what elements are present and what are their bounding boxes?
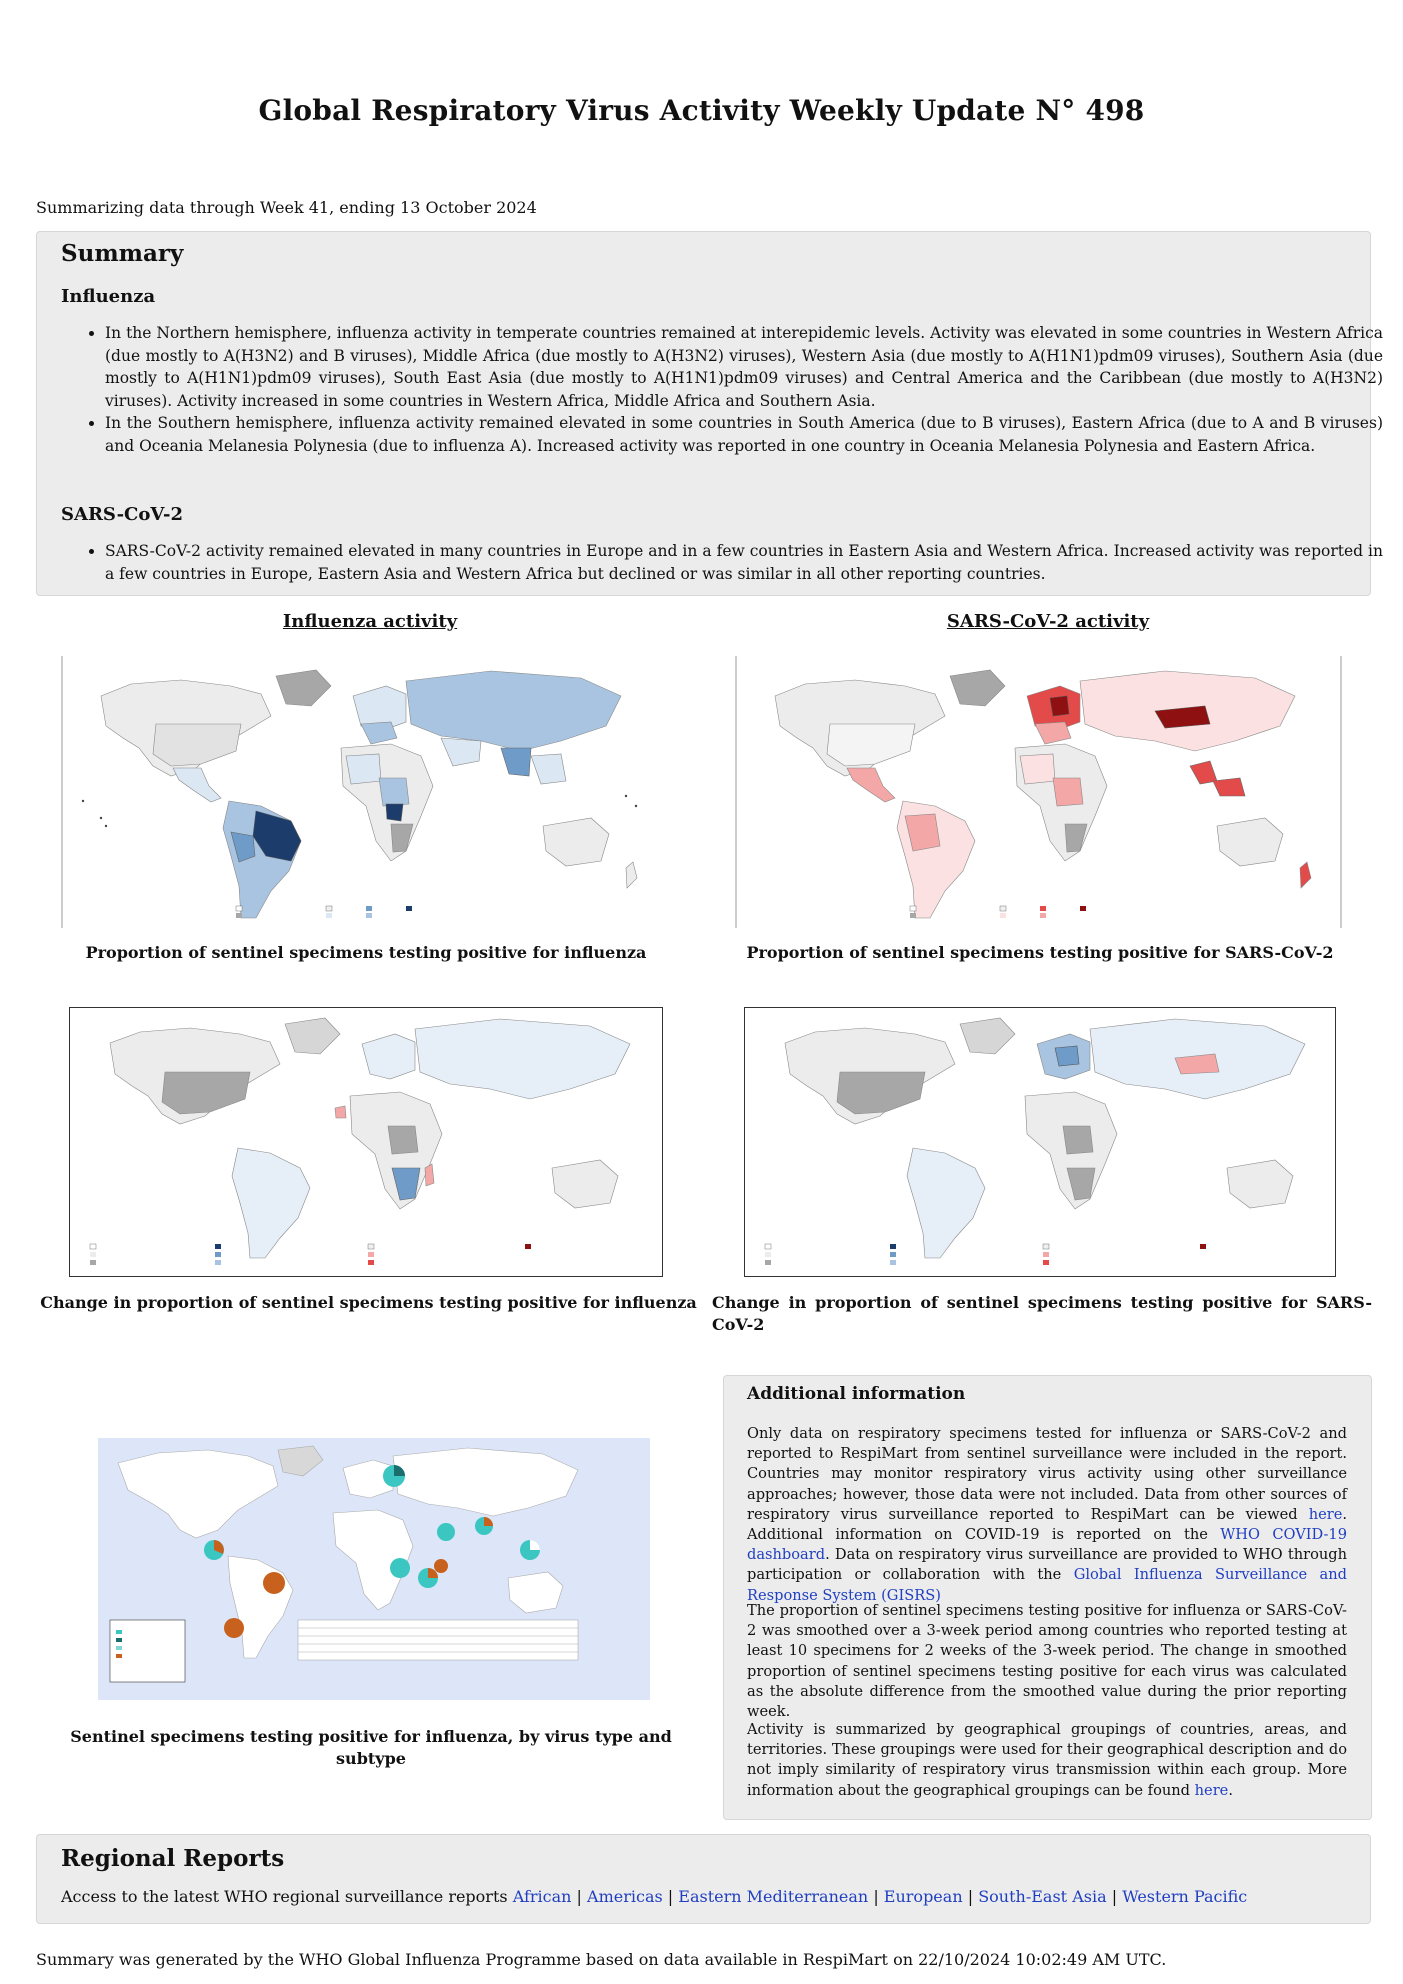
- geographical-groupings-link[interactable]: here: [1194, 1781, 1229, 1799]
- caption-flu-change: Change in proportion of sentinel specimens testing positive for influenza: [40, 1293, 697, 1312]
- reporting-period: Summarizing data through Week 41, ending 13 October 2024: [36, 198, 537, 217]
- sars-positivity-map: [735, 656, 1343, 928]
- caption-flu-positivity: Proportion of sentinel specimens testing positive for influenza: [85, 943, 647, 962]
- text-span: . Data on respiratory virus surveillance are provided to WHO through participation or collaboration with the: [747, 1546, 1347, 1584]
- influenza-activity-heading: Influenza activity: [282, 611, 458, 632]
- western-pacific-link[interactable]: Western Pacific: [1122, 1887, 1248, 1906]
- footer-note: Summary was generated by the WHO Global Influenza Programme based on data available in RespiMart on 22/10/2024 10:02:49 AM UTC.: [36, 1950, 1167, 1969]
- influenza-positivity-map: [61, 656, 673, 928]
- regional-reports-heading: Regional Reports: [61, 1845, 285, 1872]
- separator: |: [873, 1887, 879, 1906]
- sars-change-map: [744, 1007, 1336, 1277]
- page-title: Global Respiratory Virus Activity Weekly Update N° 498: [258, 94, 1145, 127]
- regional-reports-panel: [36, 1834, 1371, 1924]
- text-span: Only data on respiratory specimens tested for influenza or SARS-CoV-2 and reported to RespiMart from sentinel surveillance were included in the report. Countries may monitor respiratory virus activity using other surveillance approaches; however, those data were not included. Data from other sources of respiratory virus surveillance reported to RespiMart can be viewed: [747, 1425, 1347, 1523]
- americas-link[interactable]: Americas: [587, 1887, 663, 1906]
- text-span: . Additional information on COVID-19 is reported on the: [747, 1505, 1347, 1544]
- list-item: • SARS-CoV-2 activity remained elevated in many countries in Europe and in a few countries in Eastern Asia and Western Africa. Increased activity was reported in a few countries in Europe, Eastern Asia and Western Africa but declined or was similar in all other reporting countries.: [105, 540, 1383, 585]
- gisrs-link[interactable]: Global Influenza Surveillance and Response System (GISRS): [747, 1566, 1347, 1604]
- additional-info-panel: [723, 1375, 1372, 1820]
- additional-info-paragraph-1: [747, 1424, 1347, 1606]
- separator: |: [967, 1887, 974, 1906]
- text-span: .: [1228, 1781, 1233, 1799]
- additional-info-heading: Additional information: [747, 1384, 966, 1404]
- summary-heading: Summary: [61, 240, 184, 267]
- influenza-subtype-map: [98, 1438, 650, 1700]
- caption-sars-change: Change in proportion of sentinel specimens testing positive for SARS-CoV-2: [712, 1293, 1372, 1334]
- text-span: Activity is summarized by geographical groupings of countries, areas, and territories. These groupings were used for their geographical description and do not imply similarity of respiratory virus transmission within each group. More information about the geographical groupings can be found: [747, 1721, 1347, 1799]
- separator: |: [667, 1887, 674, 1906]
- summary-panel: [36, 231, 1383, 596]
- additional-info-paragraph-3: [747, 1720, 1347, 1801]
- list-item: • In the Northern hemisphere, influenza activity in temperate countries remained at interepidemic levels. Activity was elevated in some countries in Western Africa (due mostly to A(H3N2) and B viruses), Middle Africa (due mostly to A(H3N2) viruses), Western Asia (due mostly to A(H1N1)pdm09 viruses), Southern Asia (due mostly to A(H1N1)pdm09 viruses), South East Asia (due mostly to A(H1N1)pdm09 viruses) and Central America and the Caribbean (due mostly to A(H3N2) viruses). Activity increased in some countries in Western Africa, Middle Africa and Southern Asia.: [105, 322, 1383, 412]
- separator: |: [1111, 1887, 1118, 1906]
- sars-heading: SARS-CoV-2: [61, 504, 184, 525]
- covid-dashboard-link[interactable]: WHO COVID-19 dashboard: [747, 1526, 1348, 1564]
- influenza-heading: Influenza: [61, 286, 156, 307]
- caption-flu-subtype: Sentinel specimens testing positive for influenza, by virus type and subtype: [70, 1727, 672, 1768]
- european-link[interactable]: European: [883, 1887, 963, 1906]
- influenza-change-map: [69, 1007, 663, 1277]
- separator: |: [576, 1887, 582, 1906]
- influenza-bullets: [105, 322, 1383, 457]
- african-link[interactable]: African: [512, 1887, 572, 1906]
- data-sources-link[interactable]: here: [1308, 1505, 1343, 1523]
- sars-bullets: [105, 540, 1383, 585]
- additional-info-paragraph-2: The proportion of sentinel specimens testing positive for influenza or SARS-CoV-2 was smoothed over a 3-week period among countries who reported testing at least 10 specimens for 2 weeks of the 3-week period. The change in smoothed proportion of sentinel specimens testing positive for each virus was calculated as the absolute difference from the smoothed value during the prior reporting week.: [747, 1602, 1347, 1721]
- south-east-asia-link[interactable]: South-East Asia: [978, 1887, 1107, 1906]
- regional-intro: Access to the latest WHO regional surveillance reports: [61, 1887, 508, 1906]
- regional-reports-links: [61, 1887, 1247, 1906]
- caption-sars-positivity: Proportion of sentinel specimens testing positive for SARS-CoV-2: [746, 943, 1334, 962]
- sars-activity-heading: SARS-CoV-2 activity: [946, 611, 1150, 632]
- list-item: • In the Southern hemisphere, influenza activity remained elevated in some countries in South America (due to B viruses), Eastern Africa (due to A and B viruses) and Oceania Melanesia Polynesia (due to influenza A). Increased activity was reported in one country in Oceania Melanesia Polynesia and Eastern Africa.: [105, 412, 1383, 457]
- eastern-mediterranean-link[interactable]: Eastern Mediterranean: [678, 1887, 869, 1906]
